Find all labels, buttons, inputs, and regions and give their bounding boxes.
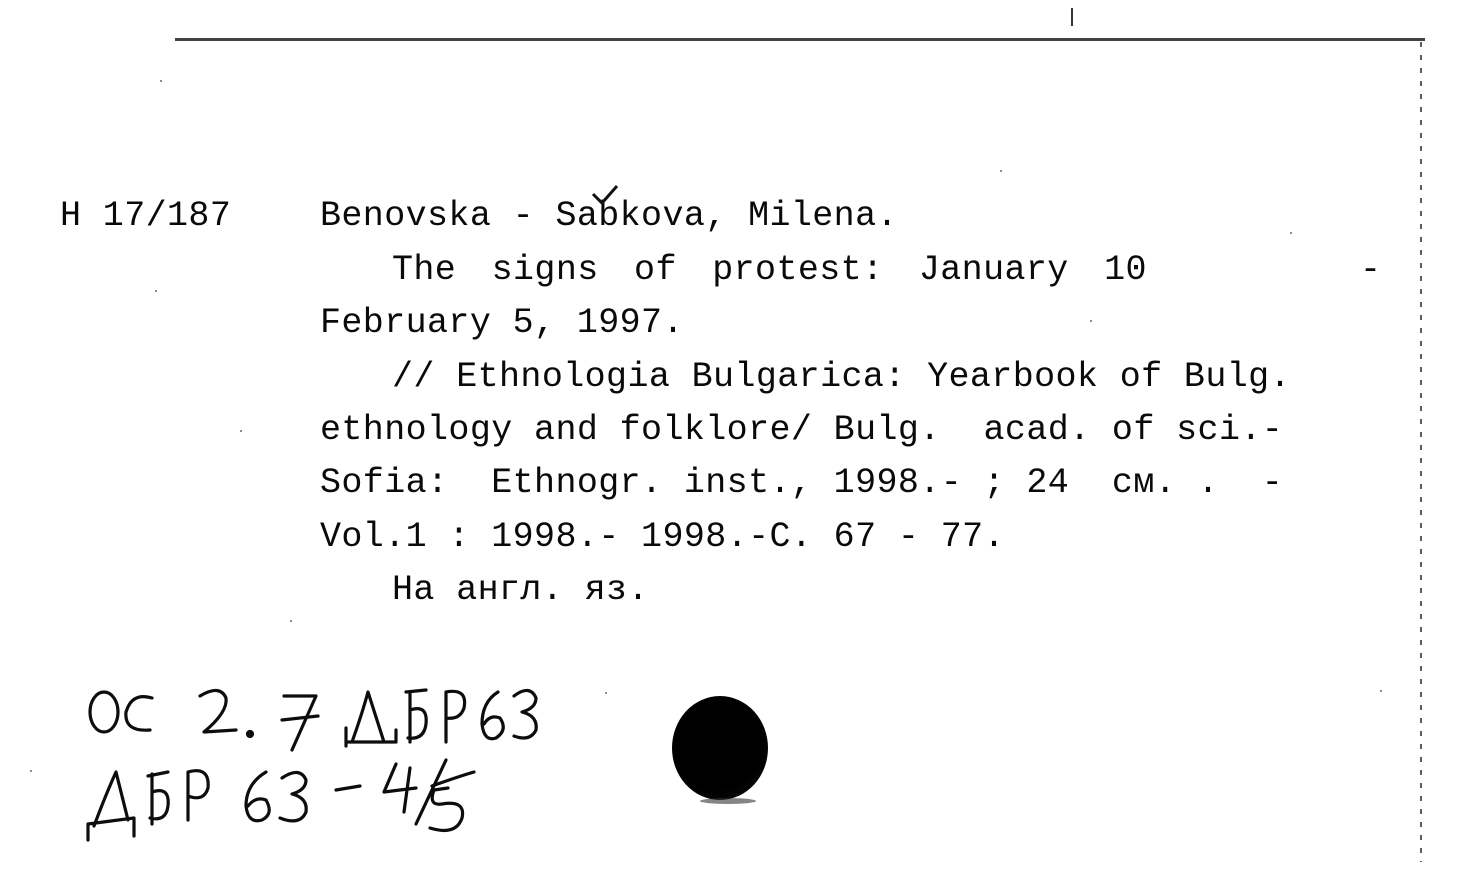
- speck: [160, 80, 162, 82]
- source-line-3: Sofia: Ethnogr. inst., 1998.- ; 24 см. . -: [320, 463, 1284, 503]
- speck: [155, 290, 157, 292]
- title-dash: -: [1360, 250, 1382, 290]
- source-line-1: // Ethnologia Bulgarica: Yearbook of Bulg.: [392, 357, 1291, 397]
- source-line-4: Vol.1 : 1998.- 1998.-C. 67 - 77.: [320, 517, 1005, 557]
- speck: [30, 770, 32, 772]
- speck: [1290, 232, 1292, 234]
- call-number: H 17/187: [60, 196, 232, 236]
- right-border-line: [1420, 42, 1422, 862]
- top-border-line: [175, 38, 1425, 41]
- diacritic-check-mark: [590, 184, 620, 206]
- speck: [1000, 170, 1002, 172]
- title-line-1: The signs of protest: January 10: [392, 250, 1147, 290]
- speck: [1380, 690, 1382, 692]
- speck: [290, 620, 292, 622]
- language-note: На англ. яз.: [392, 570, 649, 610]
- punch-hole: [672, 696, 768, 800]
- punch-hole-shadow: [700, 798, 756, 804]
- author-name: Benovska - Sabkova, Milena.: [320, 196, 898, 236]
- speck: [605, 692, 607, 694]
- speck: [240, 430, 242, 432]
- title-line-2: February 5, 1997.: [320, 303, 684, 343]
- speck: [1090, 320, 1092, 322]
- handwritten-shelfmark: [70, 668, 550, 868]
- top-tick-mark: [1071, 8, 1073, 26]
- source-line-2: ethnology and folklore/ Bulg. acad. of sci.-: [320, 410, 1284, 450]
